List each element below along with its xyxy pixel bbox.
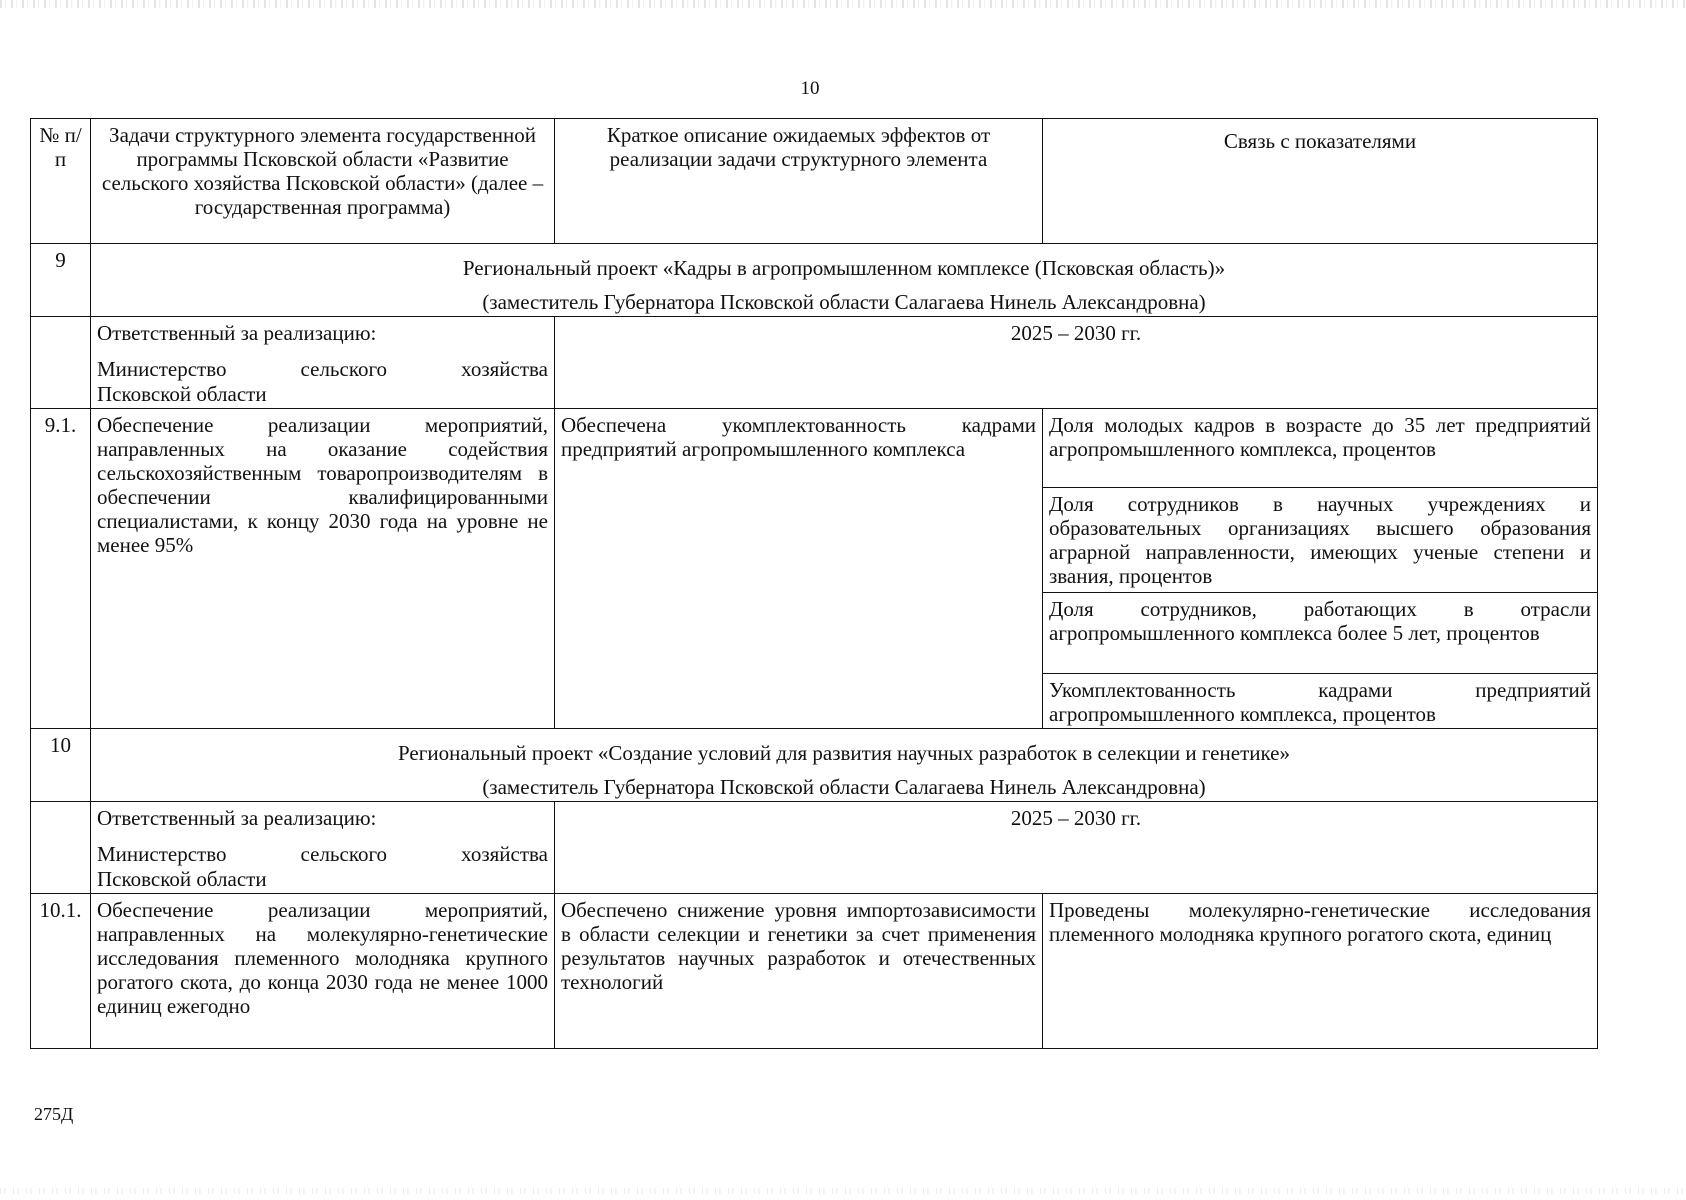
task-description: Обеспечение реализации мероприятий, направленных на молекулярно-генетические исследования племенного молодняка крупного рогатого скота, до конца 2030 года не менее 1000 единиц ежегодно	[91, 893, 555, 1048]
task-row	[31, 408, 1598, 487]
document-code: 275Д	[34, 1104, 74, 1124]
project-title: Региональный проект «Кадры в агропромышленном комплексе (Псковская область)»	[462, 256, 1226, 280]
responsible-org-line1: Министерство сельского хозяйства	[97, 842, 548, 867]
page-number: 10	[800, 78, 820, 99]
header-task: Задачи структурного элемента государственной программы Псковской области «Развитие сельского хозяйства Псковской области» (далее – государственная программа)	[91, 119, 555, 244]
header-effect: Краткое описание ожидаемых эффектов от реализации задачи структурного элемента	[555, 119, 1043, 244]
section-row	[31, 244, 1598, 317]
empty-cell	[31, 802, 91, 893]
responsible-row	[31, 317, 1598, 408]
task-row	[31, 893, 1598, 1048]
project-title: Региональный проект «Создание условий для развития научных разработок в селекции и генетике»	[398, 740, 1290, 765]
scan-edge-top	[0, 0, 1686, 8]
section-number: 10	[31, 728, 91, 801]
task-description: Обеспечение реализации мероприятий, направленных на оказание содействия сельскохозяйственным товаропроизводителям в обеспечении квалифицированными специалистами, к концу 2030 года на уровне не менее 95%	[91, 408, 555, 728]
header-link: Связь с показателями	[1043, 119, 1598, 244]
responsible-cell	[91, 802, 555, 893]
indicator-cell: Укомплектованность кадрами предприятий агропромышленного комплекса, процентов	[1043, 673, 1598, 728]
task-number: 10.1.	[31, 893, 91, 1048]
program-tasks-table	[30, 118, 1598, 1049]
implementation-period: 2025 – 2030 гг.	[555, 802, 1598, 893]
task-number: 9.1.	[31, 408, 91, 728]
indicator-cell: Доля сотрудников, работающих в отрасли агропромышленного комплекса более 5 лет, процентов	[1043, 592, 1598, 673]
indicator-cell: Проведены молекулярно-генетические исследования племенного молодняка крупного рогатого скота, единиц	[1043, 893, 1598, 1048]
indicator-cell: Доля молодых кадров в возрасте до 35 лет предприятий агропромышленного комплекса, процентов	[1043, 408, 1598, 487]
section-number: 9	[31, 244, 91, 317]
task-effect: Обеспечена укомплектованность кадрами предприятий агропромышленного комплекса	[555, 408, 1043, 728]
responsible-org-line2: Псковской области	[97, 381, 267, 406]
responsible-label: Ответственный за реализацию:	[97, 806, 377, 831]
section-row	[31, 728, 1598, 801]
responsible-org-line2: Псковской области	[97, 866, 267, 891]
responsible-org-line1: Министерство сельского хозяйства	[97, 357, 548, 382]
responsible-label: Ответственный за реализацию:	[97, 321, 377, 346]
task-effect: Обеспечено снижение уровня импортозависимости в области селекции и генетики за счет применения результатов научных разработок и отечественных технологий	[555, 893, 1043, 1048]
indicator-cell: Доля сотрудников в научных учреждениях и образовательных организациях высшего образования аграрной направленности, имеющих ученые степени и звания, процентов	[1043, 487, 1598, 592]
scan-edge-bottom	[0, 1188, 1686, 1194]
table-header-row	[31, 119, 1598, 244]
responsible-cell	[91, 317, 555, 408]
header-num: № п/п	[31, 119, 91, 244]
project-curator: (заместитель Губернатора Псковской области Салагаева Нинель Александровна)	[482, 775, 1206, 800]
empty-cell	[31, 317, 91, 408]
project-curator: (заместитель Губернатора Псковской области Салагаева Нинель Александровна)	[482, 290, 1206, 315]
section-heading	[91, 728, 1598, 801]
section-heading	[91, 244, 1598, 317]
responsible-row	[31, 802, 1598, 893]
implementation-period: 2025 – 2030 гг.	[555, 317, 1598, 408]
